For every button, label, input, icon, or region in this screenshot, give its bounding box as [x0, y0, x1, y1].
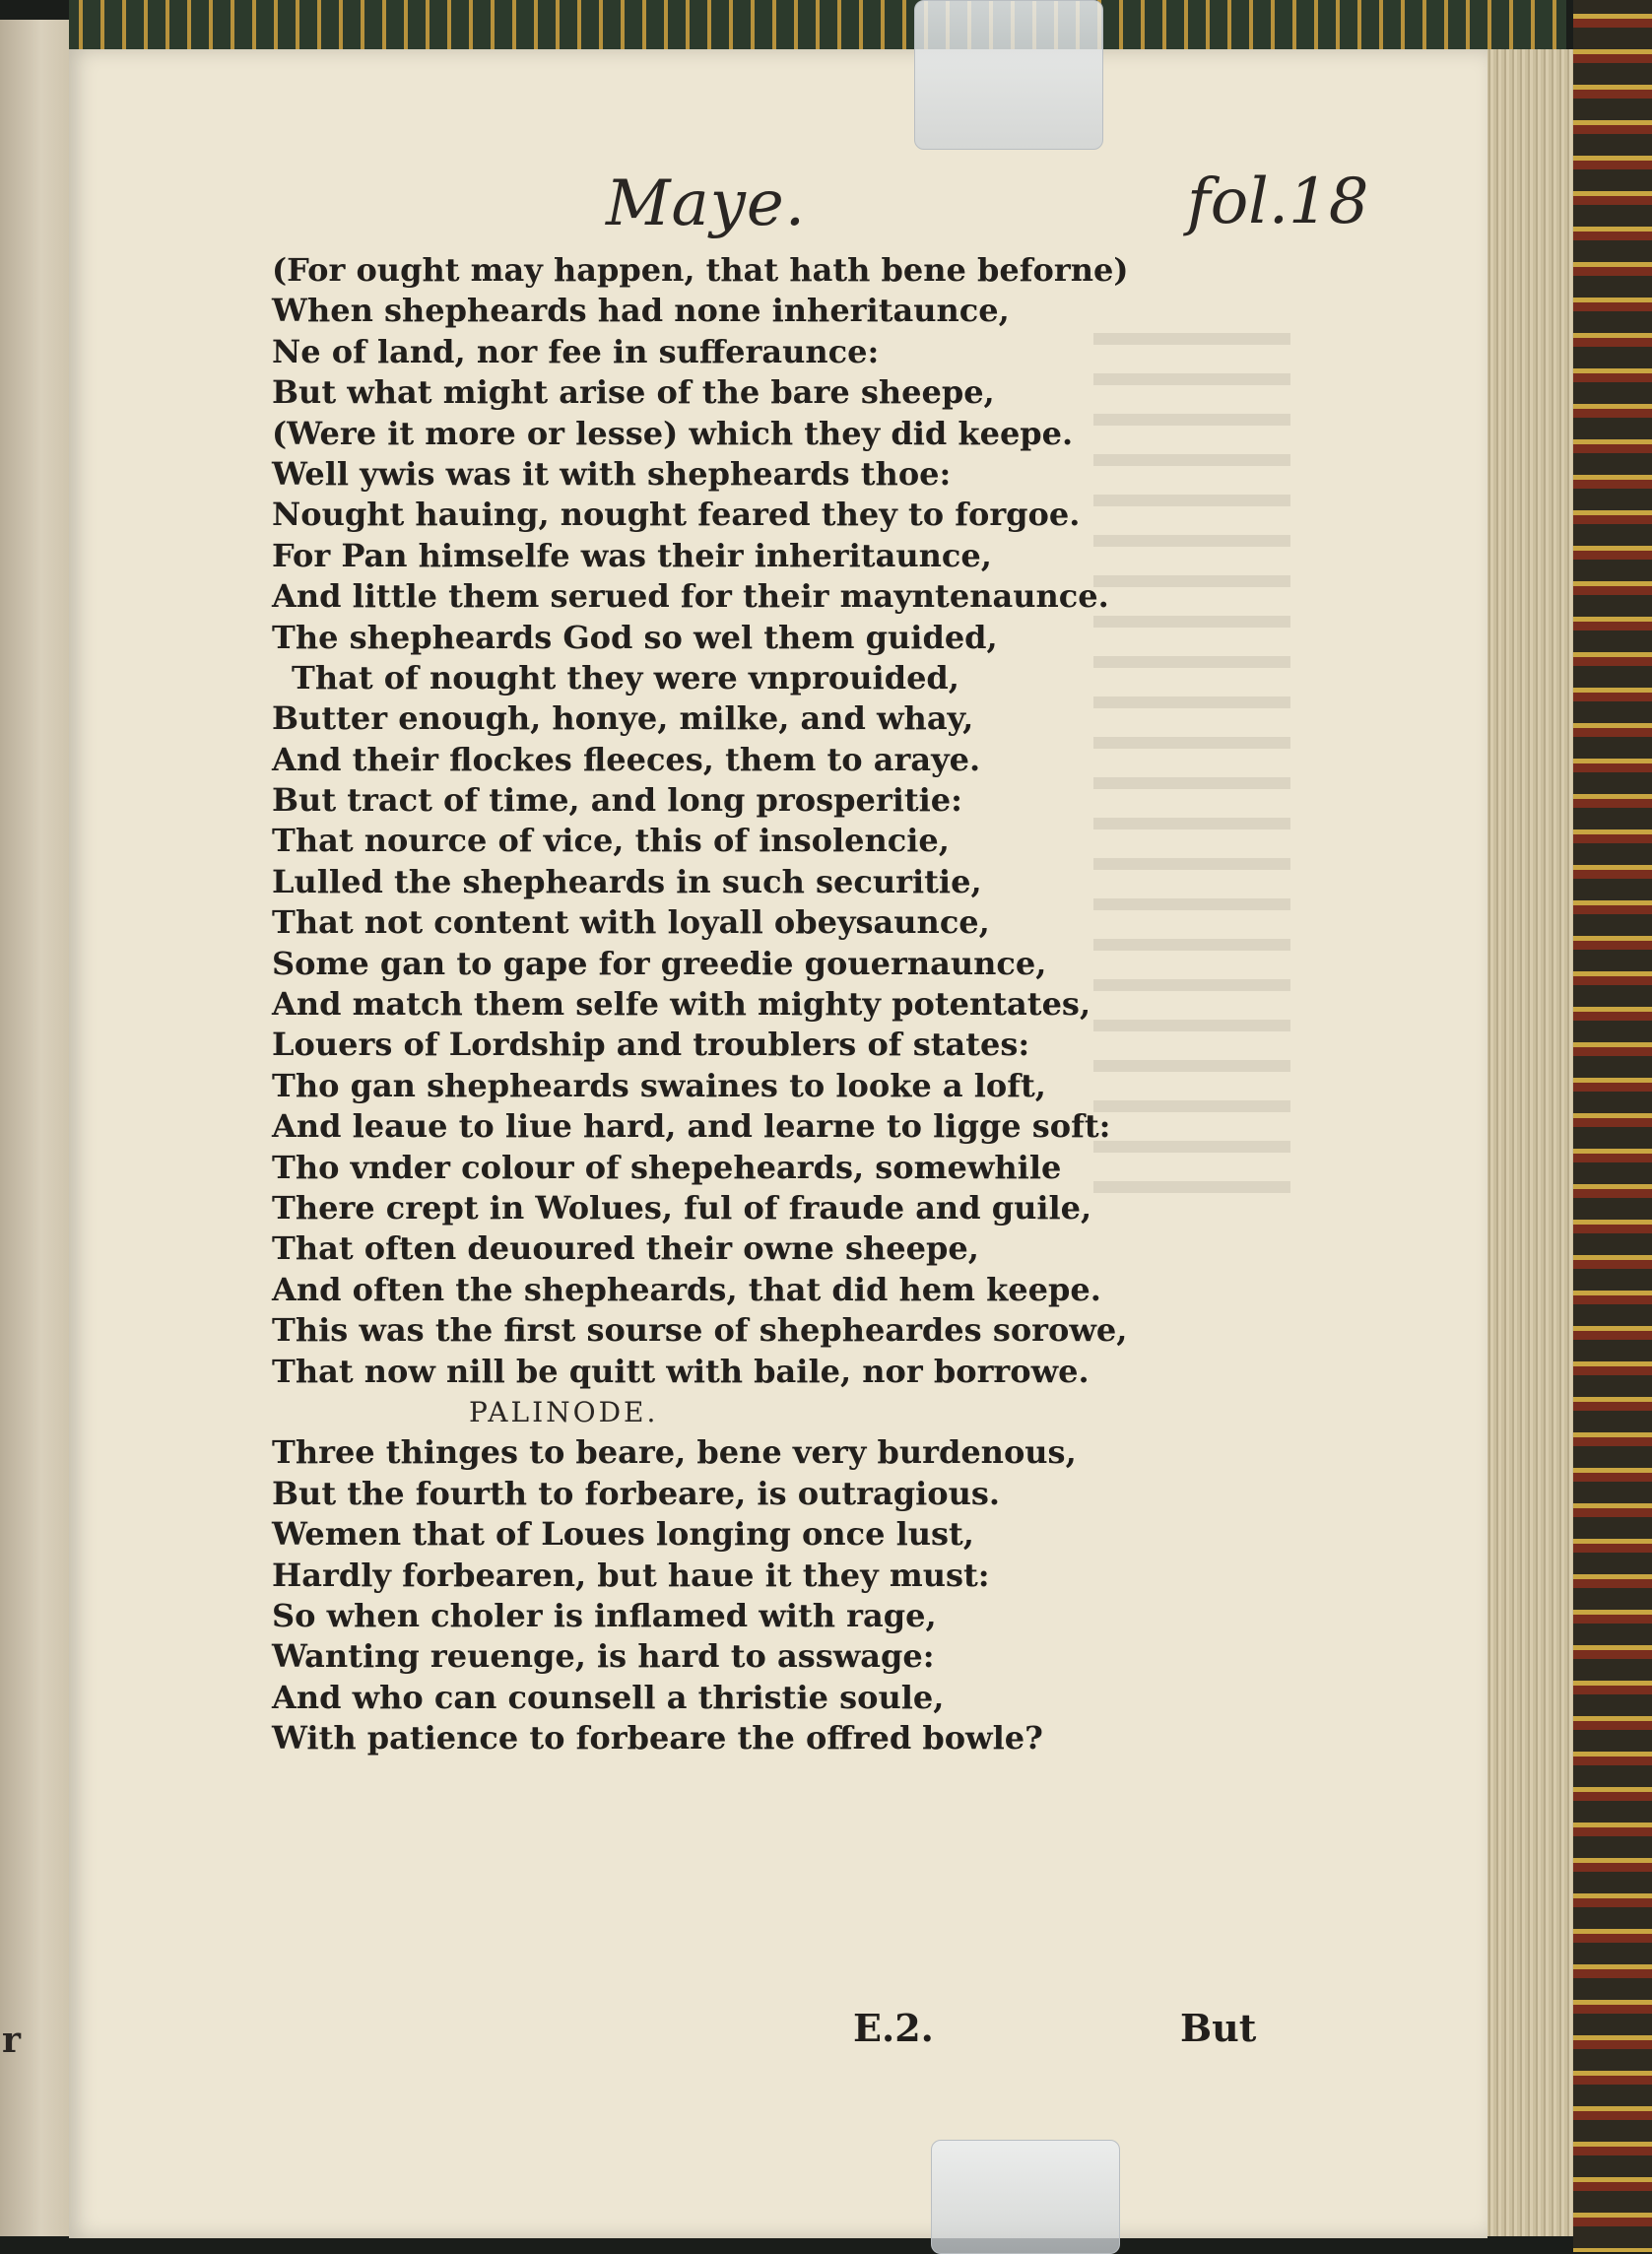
poem-line: The shepheards God so wel them guided, — [272, 618, 998, 656]
folio-number: fol.18 — [1187, 166, 1369, 238]
poem-line: And who can counsell a thristie soule, — [272, 1678, 945, 1716]
poem-line: And often the shepheards, that did hem keepe. — [272, 1270, 1101, 1308]
poem-line: And their flockes fleeces, them to araye. — [272, 740, 981, 778]
page-clip-bottom — [931, 2140, 1120, 2254]
poem-line: Lulled the shepheards in such securitie, — [272, 862, 982, 900]
poem-line: With patience to forbeare the offred bowle? — [272, 1719, 1043, 1757]
poem-line: For Pan himselfe was their inheritaunce, — [272, 536, 992, 574]
poem-line: This was the first sourse of shepheardes sorowe, — [272, 1311, 1128, 1350]
poem-line: And match them selfe with mighty potentates, — [272, 985, 1091, 1024]
page-clip-top — [914, 0, 1103, 150]
poem-line: And leaue to liue hard, and learne to ligge soft: — [272, 1107, 1111, 1146]
poem-line: That of nought they were vnprouided, — [292, 658, 959, 696]
running-title: Maye. — [606, 167, 807, 240]
facing-page-edge — [0, 20, 69, 2236]
catchword: But — [1180, 2006, 1257, 2050]
poem-line: Wemen that of Loues longing once lust, — [272, 1515, 974, 1554]
poem-line: But tract of time, and long prosperitie: — [272, 781, 962, 820]
poem-line: So when choler is inflamed with rage, — [272, 1596, 937, 1634]
page-block-edges — [1486, 49, 1574, 2236]
poem-line: But what might arise of the bare sheepe, — [272, 373, 995, 412]
poem-line: That now nill be quitt with baile, nor borrowe. — [272, 1352, 1090, 1390]
poem-line: There crept in Wolues, ful of fraude and guile, — [272, 1188, 1092, 1226]
poem-line: When shepheards had none inheritaunce, — [272, 292, 1010, 330]
poem-text — [272, 250, 1257, 1758]
poem-line: Three thinges to beare, bene very burdenous, — [272, 1433, 1077, 1472]
poem-line: And little them serued for their mayntenaunce. — [272, 577, 1109, 616]
poem-line: Wanting reuenge, is hard to asswage: — [272, 1637, 935, 1676]
signature-mark: E.2. — [853, 2006, 934, 2050]
poem-line: Ne of land, nor fee in sufferaunce: — [272, 332, 880, 370]
poem-line: That often deuoured their owne sheepe, — [272, 1229, 979, 1268]
poem-line: (For ought may happen, that hath bene beforne) — [272, 251, 1129, 289]
poem-line: Hardly forbearen, but haue it they must: — [272, 1556, 990, 1594]
poem-line: That not content with loyall obeysaunce, — [272, 903, 990, 942]
poem-line: (Were it more or lesse) which they did keepe. — [272, 414, 1074, 452]
poem-line: That nource of vice, this of insolencie, — [272, 822, 950, 860]
poem-line: Butter enough, honye, milke, and whay, — [272, 699, 974, 738]
poem-line: Louers of Lordship and troublers of states: — [272, 1026, 1030, 1064]
poem-line: Some gan to gape for greedie gouernaunce, — [272, 944, 1047, 982]
poem-line: Nought hauing, nought feared they to forgoe. — [272, 496, 1081, 534]
binding-right-edge — [1573, 0, 1652, 2252]
poem-line: Well ywis was it with shepheards thoe: — [272, 454, 952, 493]
poem-line: But the fourth to forbeare, is outragious. — [272, 1474, 1000, 1512]
poem-line: Tho gan shepheards swaines to looke a loft, — [272, 1066, 1046, 1104]
speaker-heading: PALINODE. — [469, 1395, 659, 1428]
poem-line: Tho vnder colour of shepeheards, somewhile — [272, 1148, 1062, 1186]
facing-page-fragment: r — [2, 2020, 21, 2061]
